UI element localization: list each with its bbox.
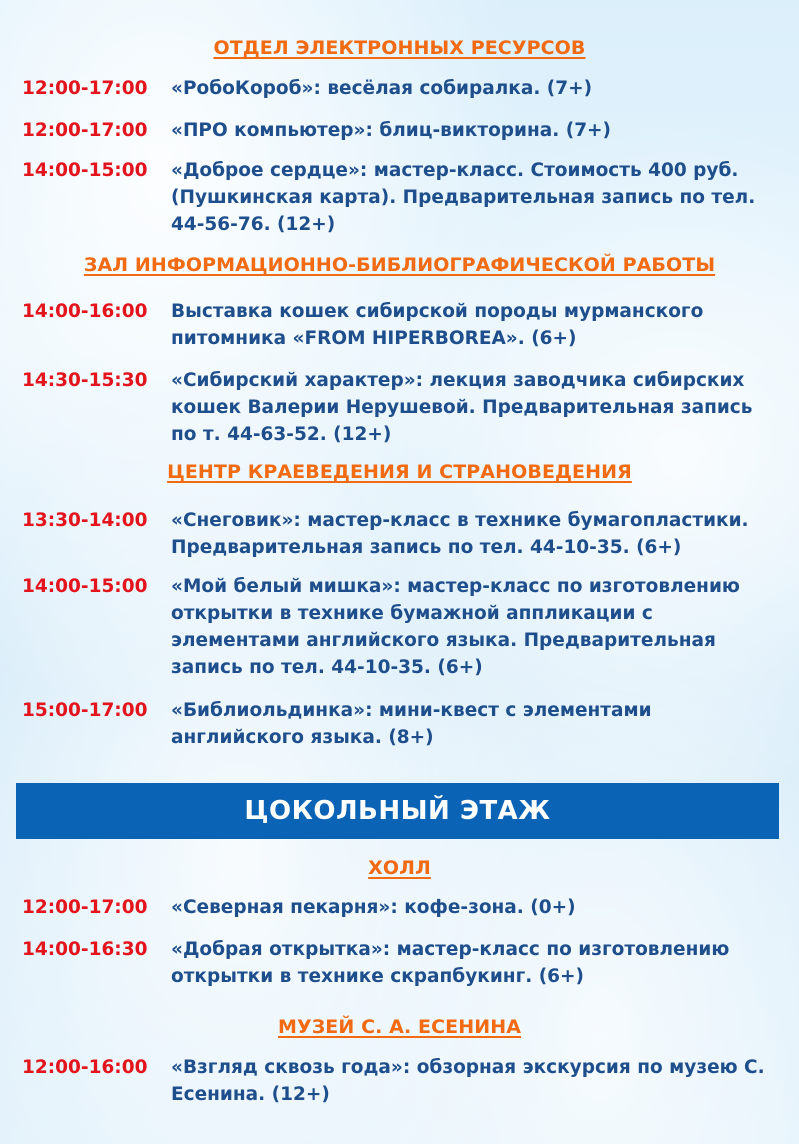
event-time: 14:00-16:00 (22, 301, 148, 322)
event-description: «Северная пекарня»: кофе-зона. (0+) (171, 897, 576, 918)
event-description: «Библиольдинка»: мини-квест с элементами английского языка. (8+) (171, 700, 652, 748)
event-description: «Мой белый мишка»: мастер-класс по изготовлению открытки в технике бумажной аппликации с элементами английского языка. Предварительная запись по тел. 44-10-35. (6+) (171, 576, 740, 678)
event-time: 14:30-15:30 (22, 370, 148, 391)
event-description: «Добрая открытка»: мастер-класс по изготовлению открытки в технике скрапбукинг. (6+) (171, 939, 730, 987)
event-time: 12:00-16:00 (22, 1057, 148, 1078)
event-time: 13:30-14:00 (22, 510, 148, 531)
event-time: 12:00-17:00 (22, 120, 148, 141)
event-time: 12:00-17:00 (22, 897, 148, 918)
event-description: «Взгляд сквозь года»: обзорная экскурсия по музею С. Есенина. (12+) (171, 1057, 765, 1105)
event-time: 14:00-15:00 (22, 576, 148, 597)
event-description: «РобоКороб»: весёлая собиралка. (7+) (171, 78, 593, 99)
section-heading-esenin-museum: МУЗЕЙ С. А. ЕСЕНИНА (277, 1016, 522, 1038)
section-heading-bibliographic-hall: ЗАЛ ИНФОРМАЦИОННО-БИБЛИОГРАФИЧЕСКОЙ РАБОТЫ (83, 254, 716, 276)
event-description: «Снеговик»: мастер-класс в технике бумагопластики. Предварительная запись по тел. 44-10-35. (6+) (171, 510, 749, 558)
event-time: 14:00-16:30 (22, 939, 148, 960)
event-time: 12:00-17:00 (22, 78, 148, 99)
event-description: «ПРО компьютер»: блиц-викторина. (7+) (171, 120, 612, 141)
event-description: Выставка кошек сибирской породы мурманского питомника «FROM HIPERBOREA». (6+) (171, 301, 704, 349)
section-heading-electronic-resources: ОТДЕЛ ЭЛЕКТРОННЫХ РЕСУРСОВ (213, 37, 586, 59)
event-description: «Доброе сердце»: мастер-класс. Стоимость 400 руб. (Пушкинская карта). Предварительная запись по тел. 44-56-76. (12+) (171, 160, 756, 235)
section-heading-local-history-center: ЦЕНТР КРАЕВЕДЕНИЯ И СТРАНОВЕДЕНИЯ (167, 461, 632, 483)
event-time: 14:00-15:00 (22, 160, 148, 181)
floor-banner: ЦОКОЛЬНЫЙ ЭТАЖ (16, 783, 779, 839)
event-description: «Сибирский характер»: лекция заводчика сибирских кошек Валерии Нерушевой. Предварительная запись по т. 44-63-52. (12+) (171, 370, 753, 445)
event-time: 15:00-17:00 (22, 700, 148, 721)
section-heading-hall: ХОЛЛ (368, 857, 431, 879)
